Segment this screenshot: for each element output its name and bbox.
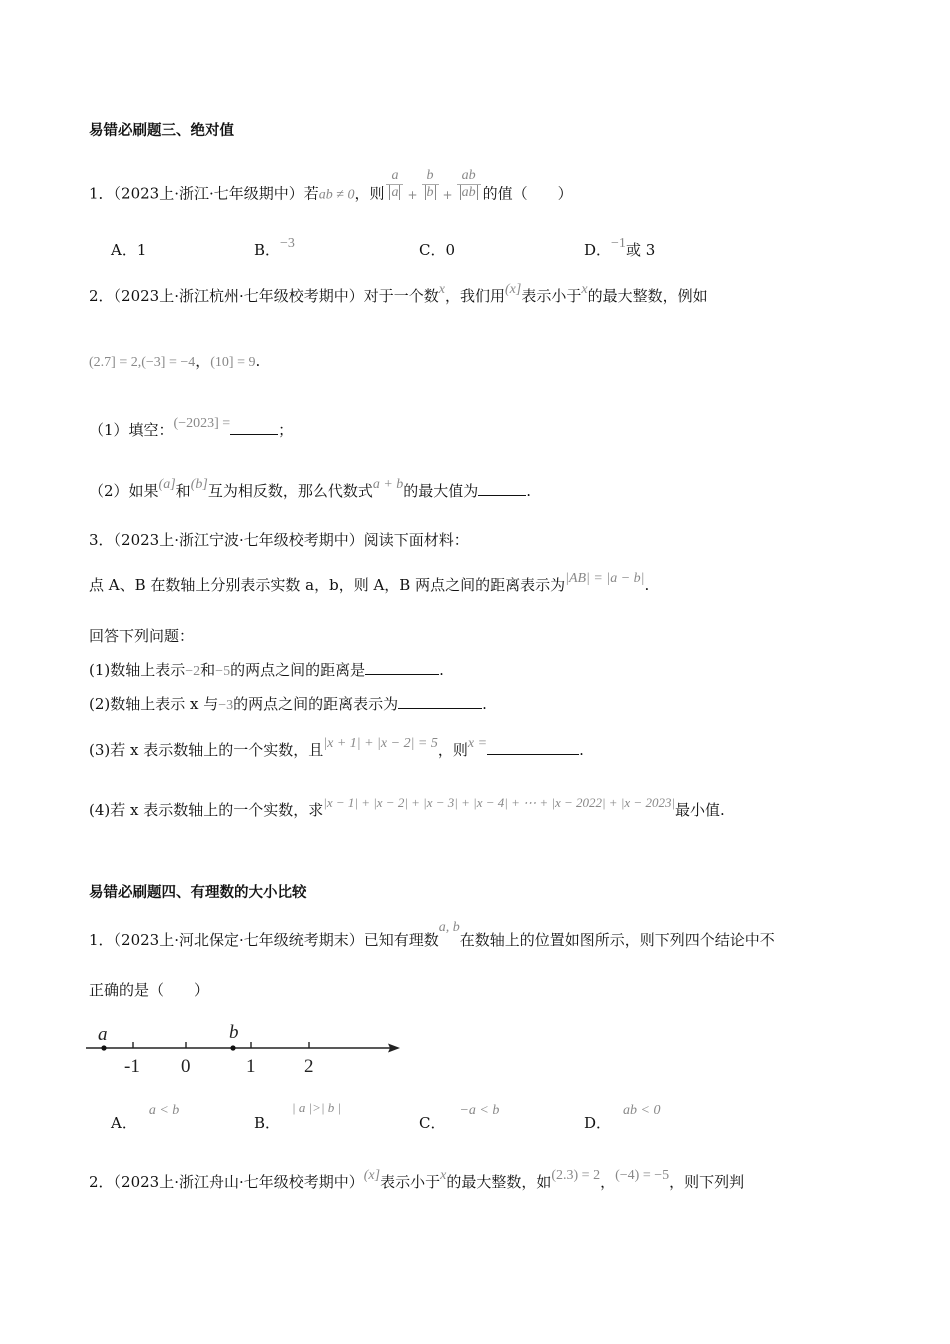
numerator: b	[426, 168, 434, 183]
option-a[interactable]	[111, 1103, 180, 1133]
text: ，则下列判	[669, 1173, 745, 1191]
math-expr: x =	[467, 736, 488, 751]
label-a: a	[98, 1024, 108, 1045]
option-math: −a < b	[459, 1103, 500, 1118]
option-math: a < b	[148, 1103, 180, 1118]
tick-label-2: 2	[304, 1056, 314, 1077]
text: 和	[175, 482, 191, 500]
question-number: 1．	[89, 184, 114, 203]
question-tail: 的值（ ）	[482, 184, 573, 203]
text: .	[482, 695, 487, 713]
point-b	[230, 1045, 235, 1050]
math-bracket: (x]	[505, 282, 522, 297]
math-bracket: (x]	[363, 1168, 381, 1183]
fraction-a	[386, 168, 403, 201]
option-b[interactable]	[254, 236, 295, 260]
math-example: (10] = 9	[210, 355, 256, 370]
option-text: 或 3	[625, 241, 656, 259]
numerator: ab	[461, 168, 476, 183]
q3-3-sub4	[89, 795, 725, 821]
math-bracket: (b]	[190, 477, 208, 492]
question-number: 3．	[89, 531, 114, 549]
text: 和	[200, 661, 216, 679]
q3-3-stem	[89, 530, 469, 550]
q3-2-part1	[89, 416, 294, 442]
section-title-4: 易错必刷题四、有理数的大小比较	[89, 885, 307, 901]
text: 表示小于	[380, 1173, 441, 1191]
question-source: （2023上·浙江舟山·七年级校考期中）	[113, 1173, 364, 1191]
question-source: （2023上·河北保定·七年级统考期末）已知有理数	[113, 931, 439, 949]
question-source: （2023上·浙江·七年级期中）若	[113, 184, 319, 203]
option-math: ab < 0	[623, 1103, 661, 1118]
math-bracket: (a]	[158, 477, 176, 492]
q3-3-sub1	[89, 660, 444, 682]
question-number: 2．	[89, 287, 114, 305]
math-expr: |x − 1| + |x − 2| + |x − 3| + |x − 4| + ⋯ + |x − 2022| + |x − 2023|	[323, 795, 676, 810]
q4-2-stem	[89, 1168, 745, 1194]
text: .	[255, 352, 261, 370]
math-expr: (−2023] =	[173, 416, 231, 431]
question-source: （2023上·浙江宁波·七年级校考期中）阅读下面材料：	[113, 531, 469, 549]
option-label: A．	[111, 1114, 137, 1132]
tick-label-minus-1: -1	[124, 1056, 140, 1077]
option-c[interactable]	[419, 1103, 500, 1133]
q3-2-part2	[89, 477, 532, 503]
option-label: B．	[254, 1114, 281, 1132]
text: 表示小于	[521, 287, 582, 305]
section-title-3: 易错必刷题三、绝对值	[89, 123, 234, 139]
answer-blank[interactable]	[230, 420, 278, 435]
math-num: −3	[218, 698, 234, 713]
text: (2)数轴上表示 x 与	[89, 695, 219, 713]
option-label: D．	[584, 1114, 612, 1132]
math-num: −2	[185, 664, 201, 679]
point-a	[101, 1045, 106, 1050]
text: .	[526, 482, 532, 500]
q3-3-sub2	[89, 694, 487, 716]
math-var: x	[581, 282, 588, 297]
text: ，则	[354, 184, 385, 203]
text: 的最大整数，如	[446, 1173, 552, 1191]
denominator: b	[426, 185, 434, 200]
option-label: C．	[419, 1114, 446, 1132]
answer-blank[interactable]	[398, 694, 482, 709]
text: 在数轴上的位置如图所示，则下列四个结论中不	[459, 931, 775, 949]
text: 互为相反数，那么代数式	[207, 482, 373, 500]
math-expr: a + b	[372, 477, 404, 492]
option-math: −1	[611, 236, 626, 251]
math-var: x	[440, 1168, 447, 1183]
text: (3)若 x 表示数轴上的一个实数，且	[89, 741, 324, 759]
option-math: | a |>| b |	[292, 1100, 342, 1115]
tick-label-1: 1	[246, 1056, 256, 1077]
option-d[interactable]	[584, 1103, 661, 1133]
answer-blank[interactable]	[478, 481, 526, 496]
text: ；	[278, 421, 294, 439]
option-label: D．	[584, 241, 612, 259]
plus-sign: +	[442, 187, 453, 202]
text: 的最大整数，例如	[587, 287, 708, 305]
text: (1)数轴上表示	[89, 661, 186, 679]
answer-blank[interactable]	[365, 660, 439, 675]
text: 最小值.	[675, 801, 725, 819]
q3-2-stem	[89, 282, 708, 308]
text: 的两点之间的距离表示为	[233, 695, 399, 713]
text: .	[644, 576, 650, 594]
label-b: b	[229, 1022, 239, 1043]
text: ，	[195, 352, 211, 370]
answer-blank[interactable]	[487, 740, 579, 755]
q4-1-stem	[89, 920, 775, 952]
math-vars: a, b	[438, 920, 460, 935]
q3-3-material	[89, 571, 650, 597]
text: (4)若 x 表示数轴上的一个实数，求	[89, 801, 324, 819]
option-label: B．	[254, 241, 281, 259]
math-expr: |AB| = |a − b|	[565, 571, 645, 586]
denominator: a	[391, 185, 399, 200]
fraction-b	[422, 168, 439, 201]
fraction-ab	[457, 168, 481, 201]
question-source: （2023上·浙江杭州·七年级校考期中）对于一个数	[113, 287, 439, 305]
math-example: (−4) = −5	[615, 1168, 670, 1183]
option-b[interactable]	[254, 1100, 342, 1133]
option-math: −3	[280, 236, 295, 251]
question-number: 2．	[89, 1173, 114, 1191]
plus-sign: +	[407, 187, 418, 202]
q3-2-examples	[89, 351, 260, 373]
q3-1-stem	[89, 168, 573, 211]
option-d[interactable]	[584, 236, 656, 260]
text: .	[579, 741, 584, 759]
math-expr: |x + 1| + |x − 2| = 5	[323, 736, 438, 751]
q3-3-prompt: 回答下列问题：	[89, 627, 195, 645]
number-line-figure	[86, 1022, 406, 1078]
text: （2）如果	[89, 482, 159, 500]
text: （1）填空：	[89, 421, 174, 439]
text: .	[439, 661, 444, 679]
math-condition: ab ≠ 0	[318, 187, 355, 203]
q4-1-stem-cont: 正确的是（ ）	[89, 981, 210, 999]
numerator: a	[391, 168, 399, 183]
text: 的两点之间的距离是	[230, 661, 366, 679]
text: 点 A、B 在数轴上分别表示实数 a，b，则 A，B 两点之间的距离表示为	[89, 576, 566, 594]
math-num: −5	[215, 664, 231, 679]
option-c[interactable]: C．0	[419, 241, 456, 259]
option-a[interactable]: A．1	[111, 241, 147, 259]
tick-label-0: 0	[181, 1056, 191, 1077]
math-var: x	[438, 282, 445, 297]
text: ，则	[437, 741, 468, 759]
text: ，我们用	[444, 287, 505, 305]
denominator: ab	[461, 185, 476, 200]
text: ，	[600, 1173, 616, 1191]
math-example: (2.7] = 2,(−3] = −4	[89, 355, 196, 370]
text: 的最大值为	[403, 482, 479, 500]
q3-3-sub3	[89, 736, 584, 762]
question-number: 1．	[89, 931, 114, 949]
math-example: (2.3) = 2	[551, 1168, 601, 1183]
